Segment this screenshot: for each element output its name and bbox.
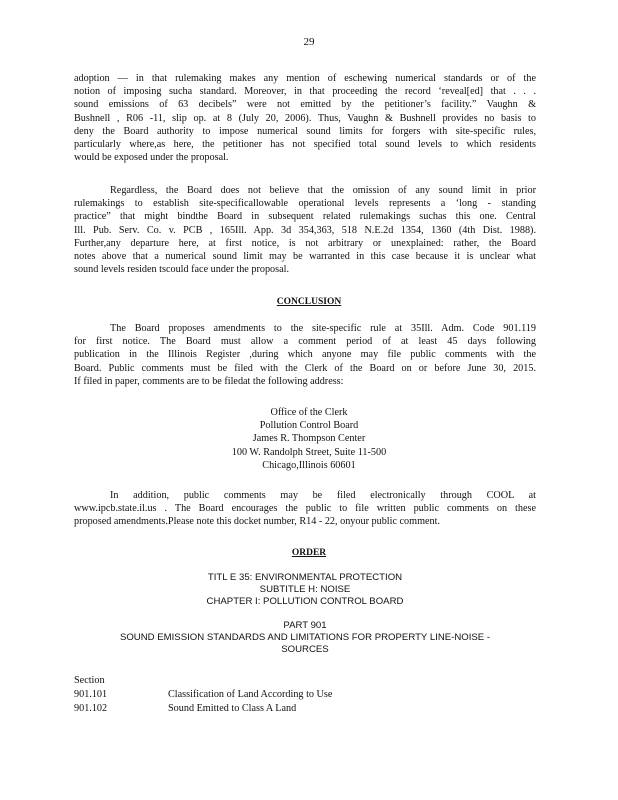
paragraph-line: The Board proposes amendments to the site-specific rule at 35Ill. Adm. Code 901.119 <box>110 323 536 334</box>
section-table <box>74 674 332 716</box>
section-number: 901.101 <box>74 689 108 700</box>
paragraph-line: rulemakings to establish site-specificallowable operational levels represents a ‘long - standing <box>74 198 536 210</box>
part-title: SOUND EMISSION STANDARDS AND LIMITATIONS FOR PROPERTY LINE-NOISE - <box>119 632 491 643</box>
title-line: TITL E 35: ENVIRONMENTAL PROTECTION <box>207 572 403 583</box>
section-row[interactable] <box>74 702 332 716</box>
part-title-cont: SOURCES <box>281 644 329 655</box>
paragraph-line: notion of imposing sucha standard. Moreover, in that proceeding the record ‘reveal[ed] that . . . <box>74 86 536 98</box>
address-line: James R. Thompson Center <box>252 433 366 445</box>
paragraph-line: notes above that a numerical sound limit may be warranted in this case because it is unclear what <box>74 251 536 263</box>
chapter-line: CHAPTER I: POLLUTION CONTROL BOARD <box>206 596 404 607</box>
paragraph-line: Regardless, the Board does not believe that the omission of any sound limit in prior <box>110 185 536 196</box>
title-block <box>74 572 536 608</box>
paragraph-1 <box>74 72 536 164</box>
section-label: Section <box>74 675 105 686</box>
conclusion-heading: CONCLUSION <box>276 297 342 307</box>
paragraph-line: publication in the Illinois Register ,during which anyone may file public comments with the <box>74 349 536 361</box>
subtitle-line: SUBTITLE H: NOISE <box>259 584 351 595</box>
paragraph-line: adoption — in that rulemaking makes any mention of eschewing numerical standards or of the <box>74 73 536 84</box>
paragraph-line: In addition, public comments may be filed electronically through COOL at <box>110 490 536 501</box>
address-line: Pollution Control Board <box>259 420 359 432</box>
address-line: 100 W. Randolph Street, Suite 11-500 <box>231 446 387 458</box>
section-number: 901.102 <box>74 703 108 714</box>
paragraph-line: deny the Board authority to impose numerical sound limits for forgers with site-specific rules, <box>74 125 536 137</box>
page-number: 29 <box>303 36 315 48</box>
section-title: Sound Emitted to Class A Land <box>168 703 297 714</box>
paragraph-line: particularly where,as here, the petitioner has not specified total sound levels to which residents <box>74 139 536 151</box>
paragraph-3 <box>74 322 536 388</box>
paragraph-line: Ill. Pub. Serv. Co. v. PCB , 165Ill. App. 3d 354,363, 518 N.E.2d 1354, 1360 (4th Dist. 1988). <box>74 224 536 236</box>
paragraph-line: for first notice. The Board must allow a comment period of at least 45 days following <box>74 336 536 348</box>
address-line: Office of the Clerk <box>270 407 348 418</box>
paragraph-line: If filed in paper, comments are to be filedat the following address: <box>74 375 344 387</box>
paragraph-2 <box>74 184 536 276</box>
address-line: Chicago,Illinois 60601 <box>262 459 356 471</box>
paragraph-line: sound levels residen tscould face under the proposal. <box>74 264 290 276</box>
paragraph-4 <box>74 489 536 529</box>
paragraph-line: proposed amendments.Please note this docket number, R14 - 22, onyour public comment. <box>74 516 440 528</box>
paragraph-line: Further,any departure here, at first notice, is not arbitrary or unexplained: rather, the Board <box>74 237 536 249</box>
clerk-address <box>0 406 618 472</box>
paragraph-line: Board. Public comments must be filed with the Clerk of the Board on or before June 30, 2015. <box>74 362 536 374</box>
paragraph-line: sound emissions of 63 decibels” were not emitted by the petitioner’s facility.” Vaughn & <box>74 99 536 111</box>
paragraph-line: Bushnell , R06 -11, slip op. at 8 (July 20, 2006). Thus, Vaughn & Bushnell provides no basis to <box>74 112 536 124</box>
order-heading: ORDER <box>291 548 327 558</box>
part-number: PART 901 <box>283 620 327 631</box>
paragraph-line-with-link[interactable]: www.ipcb.state.il.us . The Board encourages the public to file written public comments on these <box>74 503 536 515</box>
paragraph-line: practice” that might bindthe Board in subsequent related rulemakings suchas this one. Central <box>74 211 536 223</box>
part-block <box>74 620 536 656</box>
section-title: Classification of Land According to Use <box>168 689 333 700</box>
section-row[interactable] <box>74 688 332 702</box>
paragraph-line: would be exposed under the proposal. <box>74 152 229 164</box>
